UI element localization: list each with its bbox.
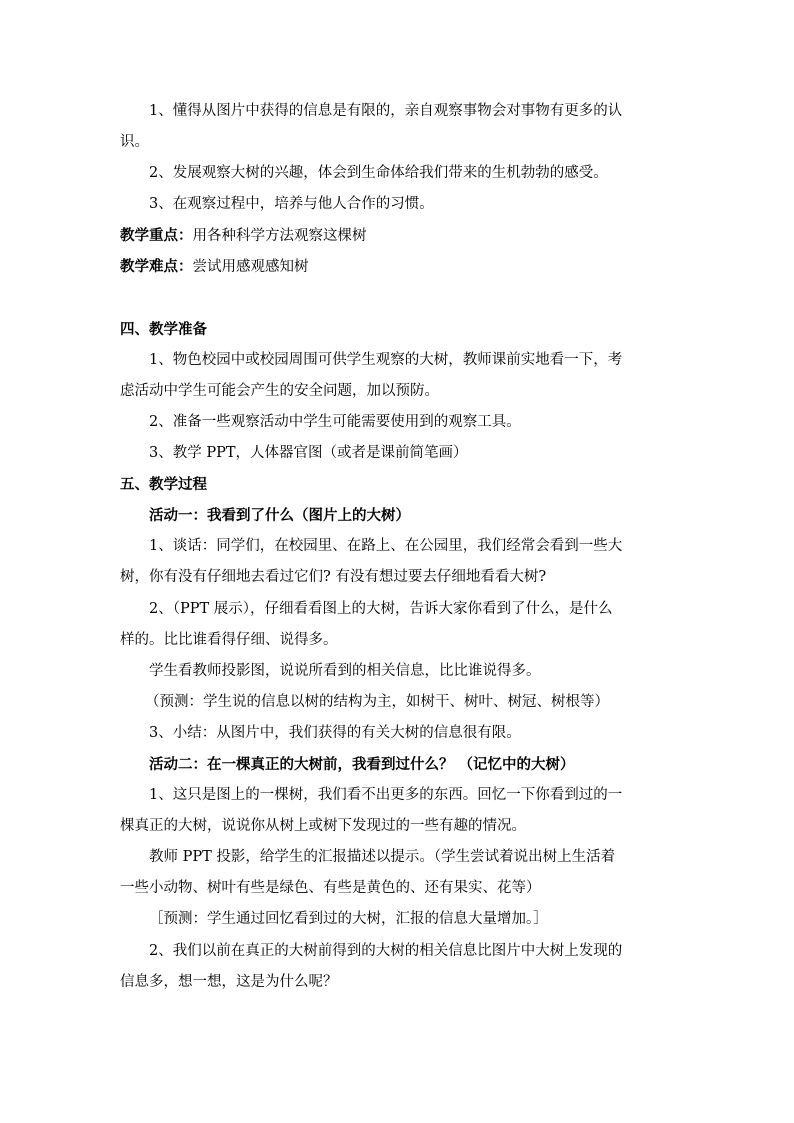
activity-2-p1-line-2: 棵真正的大树，说说你从树上或树下发现过的一些有趣的情况。 — [120, 818, 526, 835]
activity-2-p2-line-1: 教师 PPT 投影，给学生的汇报描述以提示。（学生尝试着说出树上生活着 — [149, 849, 616, 866]
key-point-text: 用各种科学方法观察这棵树 — [192, 228, 367, 245]
goal-1-line-2: 识。 — [120, 134, 149, 151]
section-4-p2: 2、准备一些观察活动中学生可能需要使用到的观察工具。 — [149, 413, 521, 430]
document-page — [120, 96, 675, 998]
difficult-point-text: 尝试用感观感知树 — [192, 259, 309, 276]
section-4-p1-line-2: 虑活动中学生可能会产生的安全问题，加以预防。 — [120, 382, 439, 399]
activity-1-p3: 学生看教师投影图，说说所看到的相关信息，比比谁说得多。 — [149, 662, 541, 679]
activity-2-p2-line-2: 一些小动物、树叶有些是绿色、有些是黄色的、还有果实、花等） — [120, 880, 541, 897]
activity-2-p4-line-1: 2、我们以前在真正的大树前得到的大树的相关信息比图片中大树上发现的 — [149, 942, 623, 959]
difficult-point — [120, 251, 675, 282]
activity-1-p1-line-1: 1、谈话：同学们，在校园里、在路上、在公园里，我们经常会看到一些大 — [149, 538, 623, 555]
activity-2-p1-line-1: 1、这只是图上的一棵树，我们看不出更多的东西。回忆一下你看到过的一 — [149, 787, 623, 804]
activity-1-p5: 3、小结：从图片中，我们获得的有关大树的信息很有限。 — [149, 724, 521, 741]
goal-1-line-1: 1、懂得从图片中获得的信息是有限的，亲自观察事物会对事物有更多的认 — [149, 103, 623, 119]
key-point — [120, 220, 675, 251]
section-4-p1-line-1: 1、物色校园中或校园周围可供学生观察的大树，教师课前实地看一下，考 — [149, 351, 623, 368]
activity-2-title: 活动二：在一棵真正的大树前，我看到过什么？ （记忆中的大树） — [149, 755, 575, 773]
activity-1-p2-line-2: 样的。比比谁看得仔细、说得多。 — [120, 631, 338, 648]
goal-2: 2、发展观察大树的兴趣，体会到生命体给我们带来的生机勃勃的感受。 — [149, 165, 608, 182]
difficult-point-label: 教学难点： — [120, 258, 193, 276]
activity-2-p3: ［预测：学生通过回忆看到过的大树，汇报的信息大量增加。］ — [149, 911, 548, 928]
section-4-heading: 四、教学准备 — [120, 320, 207, 338]
activity-1-p4: （预测：学生说的信息以树的结构为主，如树干、树叶、树冠、树根等） — [145, 693, 609, 710]
blank-line — [120, 283, 675, 314]
activity-2-p4-line-2: 信息多，想一想，这是为什么呢？ — [120, 973, 338, 990]
section-5-heading: 五、教学过程 — [120, 476, 207, 494]
activity-1-title: 活动一：我看到了什么（图片上的大树） — [149, 507, 410, 525]
section-4-p3: 3、教学 PPT，人体器官图（或者是课前简笔画） — [149, 445, 468, 462]
goal-3: 3、在观察过程中，培养与他人合作的习惯。 — [149, 196, 434, 213]
key-point-label: 教学重点： — [120, 227, 193, 245]
activity-1-p1-line-2: 树，你有没有仔细地去看过它们? 有没有想过要去仔细地看看大树? — [120, 569, 547, 586]
activity-1-p2-line-1: 2、（PPT 展示），仔细看看图上的大树，告诉大家你看到了什么，是什么 — [149, 600, 613, 617]
